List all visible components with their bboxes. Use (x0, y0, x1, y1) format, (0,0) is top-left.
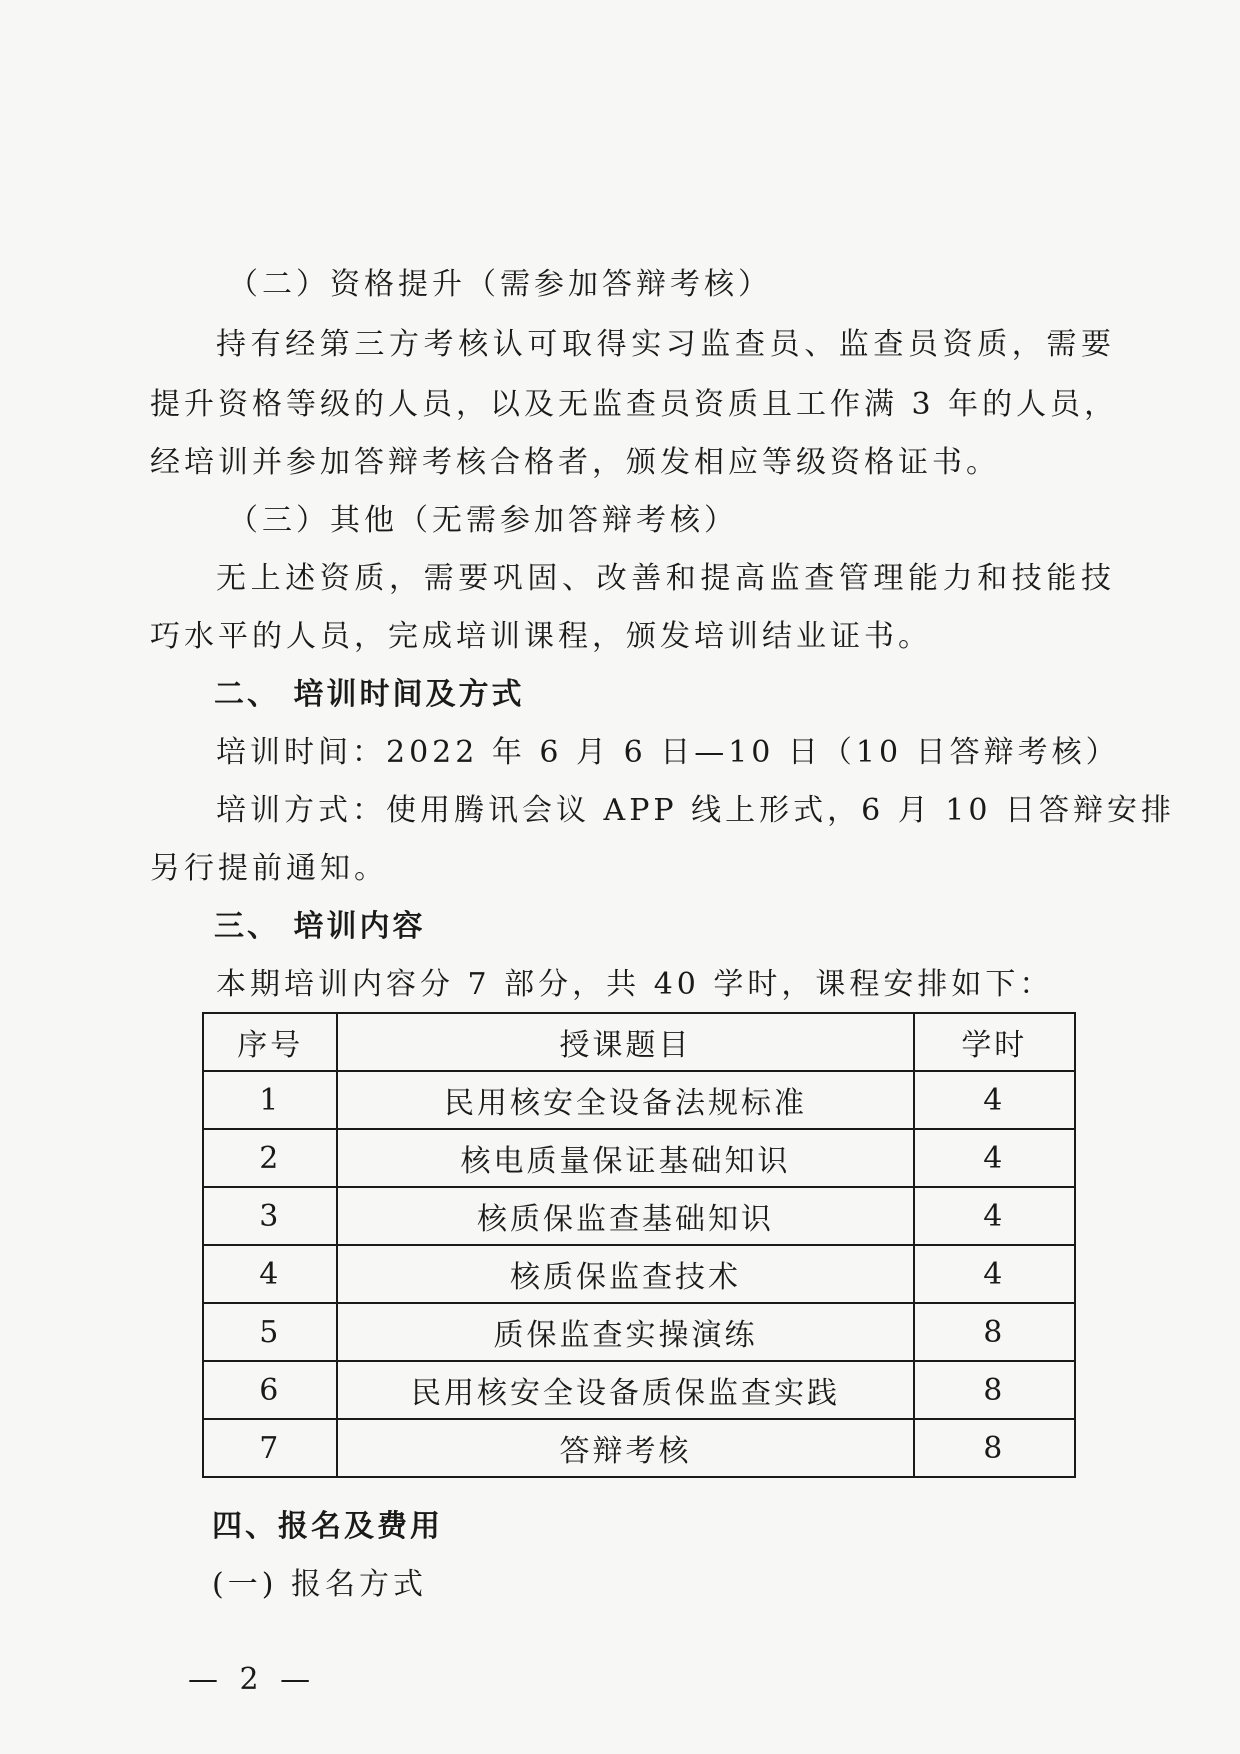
table-cell-subject: 答辩考核 (337, 1419, 913, 1477)
paragraph-line: 本期培训内容分 7 部分，共 40 学时，课程安排如下： (216, 967, 1054, 1002)
table-cell-hours: 8 (914, 1361, 1075, 1419)
paragraph-line: 培训方式：使用腾讯会议 APP 线上形式，6 月 10 日答辩安排 (216, 793, 1175, 828)
paragraph-line: 无上述资质，需要巩固、改善和提高监查管理能力和技能技 (216, 561, 1116, 596)
subsection-heading-registration-method: (一) 报名方式 (212, 1567, 427, 1602)
table-cell-no: 5 (203, 1303, 337, 1361)
page-number: — 2 — (188, 1662, 317, 1697)
table-row (203, 1071, 1075, 1129)
course-schedule-table (202, 1012, 1076, 1478)
table-cell-hours: 4 (914, 1129, 1075, 1187)
table-row (203, 1245, 1075, 1303)
table-row (203, 1419, 1075, 1477)
table-cell-no: 1 (203, 1071, 337, 1129)
table-cell-hours: 8 (914, 1419, 1075, 1477)
section-heading-qualification-upgrade: （二）资格提升（需参加答辩考核） (228, 267, 772, 302)
table-row (203, 1361, 1075, 1419)
table-cell-subject: 核电质量保证基础知识 (337, 1129, 913, 1187)
table-cell-subject: 民用核安全设备法规标准 (337, 1071, 913, 1129)
section-heading-registration: 四、报名及费用 (212, 1509, 443, 1544)
table-header-cell: 授课题目 (337, 1013, 913, 1071)
paragraph-line: 巧水平的人员，完成培训课程，颁发培训结业证书。 (150, 619, 932, 654)
table-cell-no: 2 (203, 1129, 337, 1187)
table-cell-hours: 4 (914, 1245, 1075, 1303)
table-cell-subject: 民用核安全设备质保监查实践 (337, 1361, 913, 1419)
paragraph-line: 提升资格等级的人员，以及无监查员资质且工作满 3 年的人员， (150, 387, 1119, 422)
table-row (203, 1303, 1075, 1361)
section-heading-other: （三）其他（无需参加答辩考核） (228, 503, 738, 538)
table-cell-subject: 核质保监查技术 (337, 1245, 913, 1303)
table-header-row (203, 1013, 1075, 1071)
table-cell-no: 3 (203, 1187, 337, 1245)
section-heading-content: 三、 培训内容 (214, 909, 426, 944)
table-row (203, 1129, 1075, 1187)
paragraph-line: 持有经第三方考核认可取得实习监查员、监查员资质，需要 (216, 327, 1116, 362)
section-heading-time-method: 二、 培训时间及方式 (214, 677, 525, 712)
table-row (203, 1187, 1075, 1245)
table-cell-subject: 核质保监查基础知识 (337, 1187, 913, 1245)
paragraph-line: 另行提前通知。 (150, 851, 388, 886)
paragraph-line: 经培训并参加答辩考核合格者，颁发相应等级资格证书。 (150, 445, 1000, 480)
table-cell-no: 4 (203, 1245, 337, 1303)
table-cell-hours: 8 (914, 1303, 1075, 1361)
table-header-cell: 学时 (914, 1013, 1075, 1071)
table-cell-no: 7 (203, 1419, 337, 1477)
table-header-cell: 序号 (203, 1013, 337, 1071)
table-cell-hours: 4 (914, 1187, 1075, 1245)
paragraph-line: 培训时间：2022 年 6 月 6 日—10 日（10 日答辩考核） (216, 735, 1120, 770)
table-cell-subject: 质保监查实操演练 (337, 1303, 913, 1361)
table-cell-no: 6 (203, 1361, 337, 1419)
table-cell-hours: 4 (914, 1071, 1075, 1129)
